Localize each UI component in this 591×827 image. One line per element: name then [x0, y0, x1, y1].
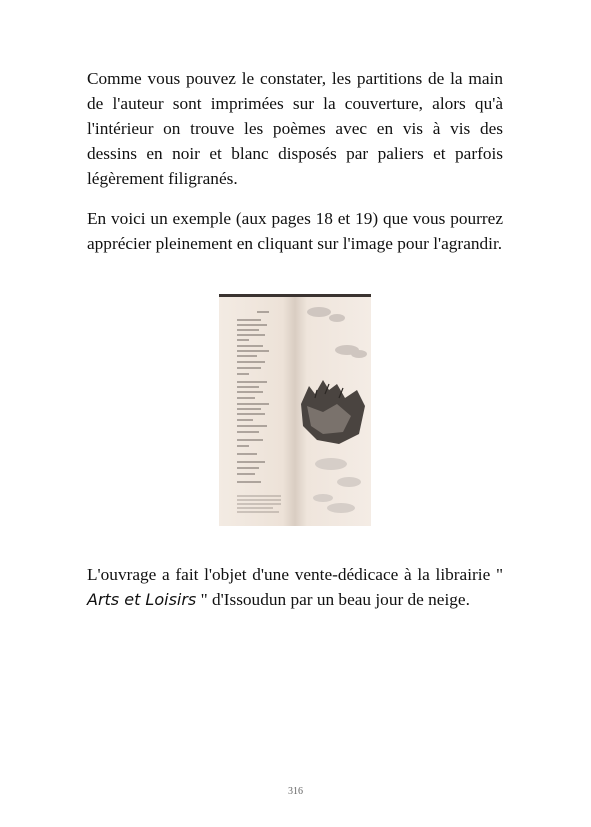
book-top-edge	[219, 294, 371, 297]
book-spread-image[interactable]	[219, 294, 371, 526]
paragraph-signing-event-end: " d'Issoudun par un beau jour de neige.	[196, 590, 470, 609]
paragraph-description: Comme vous pouvez le constater, les partitions de la main de l'auteur sont imprimées sur la couverture, alors qu'à l'intérieur on trouve les poèmes avec en vis à vis des dessins en noir et blanc disposés par paliers et parfois légèrement filigranés.	[87, 69, 503, 188]
page-number: 316	[288, 786, 303, 797]
paragraph-example: En voici un exemple (aux pages 18 et 19) que vous pourrez apprécier pleinement en cliquant sur l'image pour l'agrandir.	[87, 209, 503, 253]
bookshop-name: Arts et Loisirs	[87, 590, 197, 609]
paragraph-signing-event-start: L'ouvrage a fait l'objet d'une vente-dédicace à la librairie "	[87, 565, 503, 584]
paragraph-signing-event	[87, 562, 503, 612]
